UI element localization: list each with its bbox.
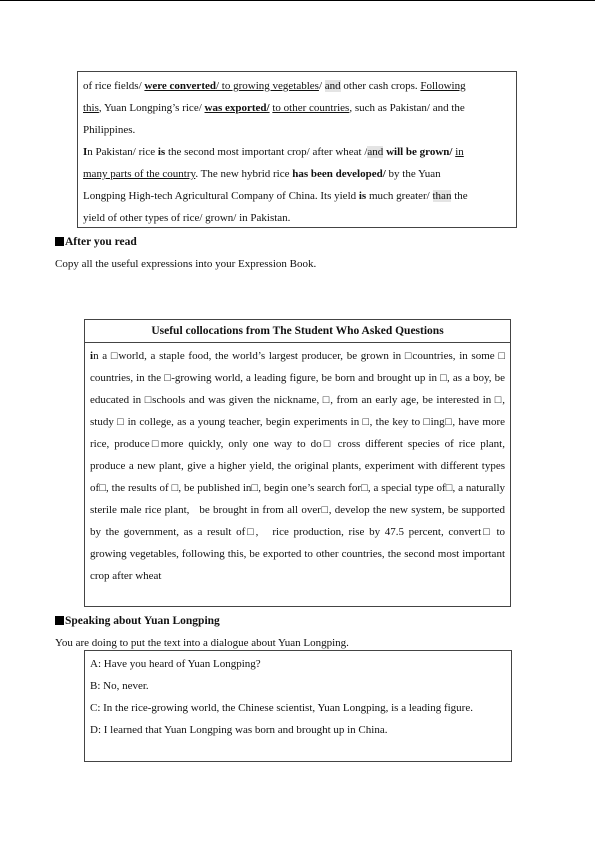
- black-square-icon: [55, 616, 64, 625]
- collocations-box: [84, 319, 511, 607]
- reading-line-2: this, Yuan Longping’s rice/ was exported/ to other countries, such as Pakistan/ and the: [83, 102, 465, 114]
- top-rule: [0, 0, 595, 1]
- reading-line-3: Philippines.: [83, 124, 136, 136]
- dialogue-line-c: C: In the rice-growing world, the Chinese scientist, Yuan Longping, is a leading figure.: [90, 702, 473, 714]
- after-you-read-heading: After you read: [55, 235, 137, 249]
- collocations-title: Useful collocations from The Student Who Asked Questions: [85, 320, 510, 343]
- reading-line-5: many parts of the country. The new hybrid rice has been developed/ by the Yuan: [83, 168, 441, 180]
- after-you-read-instruction: Copy all the useful expressions into your Expression Book.: [55, 258, 317, 270]
- speaking-instruction: You are doing to put the text into a dialogue about Yuan Longping.: [55, 637, 349, 649]
- reading-line-6: Longping High-tech Agricultural Company of China. Its yield is much greater/ than the: [83, 190, 468, 202]
- reading-passage-box: [77, 71, 517, 228]
- black-square-icon: [55, 237, 64, 246]
- reading-line-4: In Pakistan/ rice is the second most important crop/ after wheat /and will be grown/ in: [83, 146, 464, 158]
- reading-line-1: of rice fields/ were converted/ to growing vegetables/ and other cash crops. Following: [83, 80, 466, 92]
- collocations-text: in a □world, a staple food, the world’s largest producer, be grown in □countries, in some □ countries, in the □-growing world, a leading figure, be born and brought up in □, as a boy, be educated in □schools and was given the nickname, □, from an early age, be interested in □, study □ in college, as a young teacher, begin experiments in □, the key to □ing□, have more rice, produce□more quickly, only one way to do□ cross different species of rice plant, produce a new plant, give a higher yield, the original plants, experiment with different types of□, the results of □, be published in□, begin one’s search for□, a special type of□, a naturally sterile male rice plant, be brought in from all over□, develop the new system, be supported by the government, as a result of□, rice production, rise by 47.5 percent, convert□ to growing vegetables, following this, be exported to other countries, the second most important crop after wheat: [90, 350, 505, 582]
- speaking-heading: Speaking about Yuan Longping: [55, 614, 220, 628]
- dialogue-box: [84, 650, 512, 762]
- dialogue-line-d: D: I learned that Yuan Longping was born and brought up in China.: [90, 724, 388, 736]
- dialogue-line-b: B: No, never.: [90, 680, 149, 692]
- reading-line-7: yield of other types of rice/ grown/ in Pakistan.: [83, 212, 291, 224]
- dialogue-line-a: A: Have you heard of Yuan Longping?: [90, 658, 261, 670]
